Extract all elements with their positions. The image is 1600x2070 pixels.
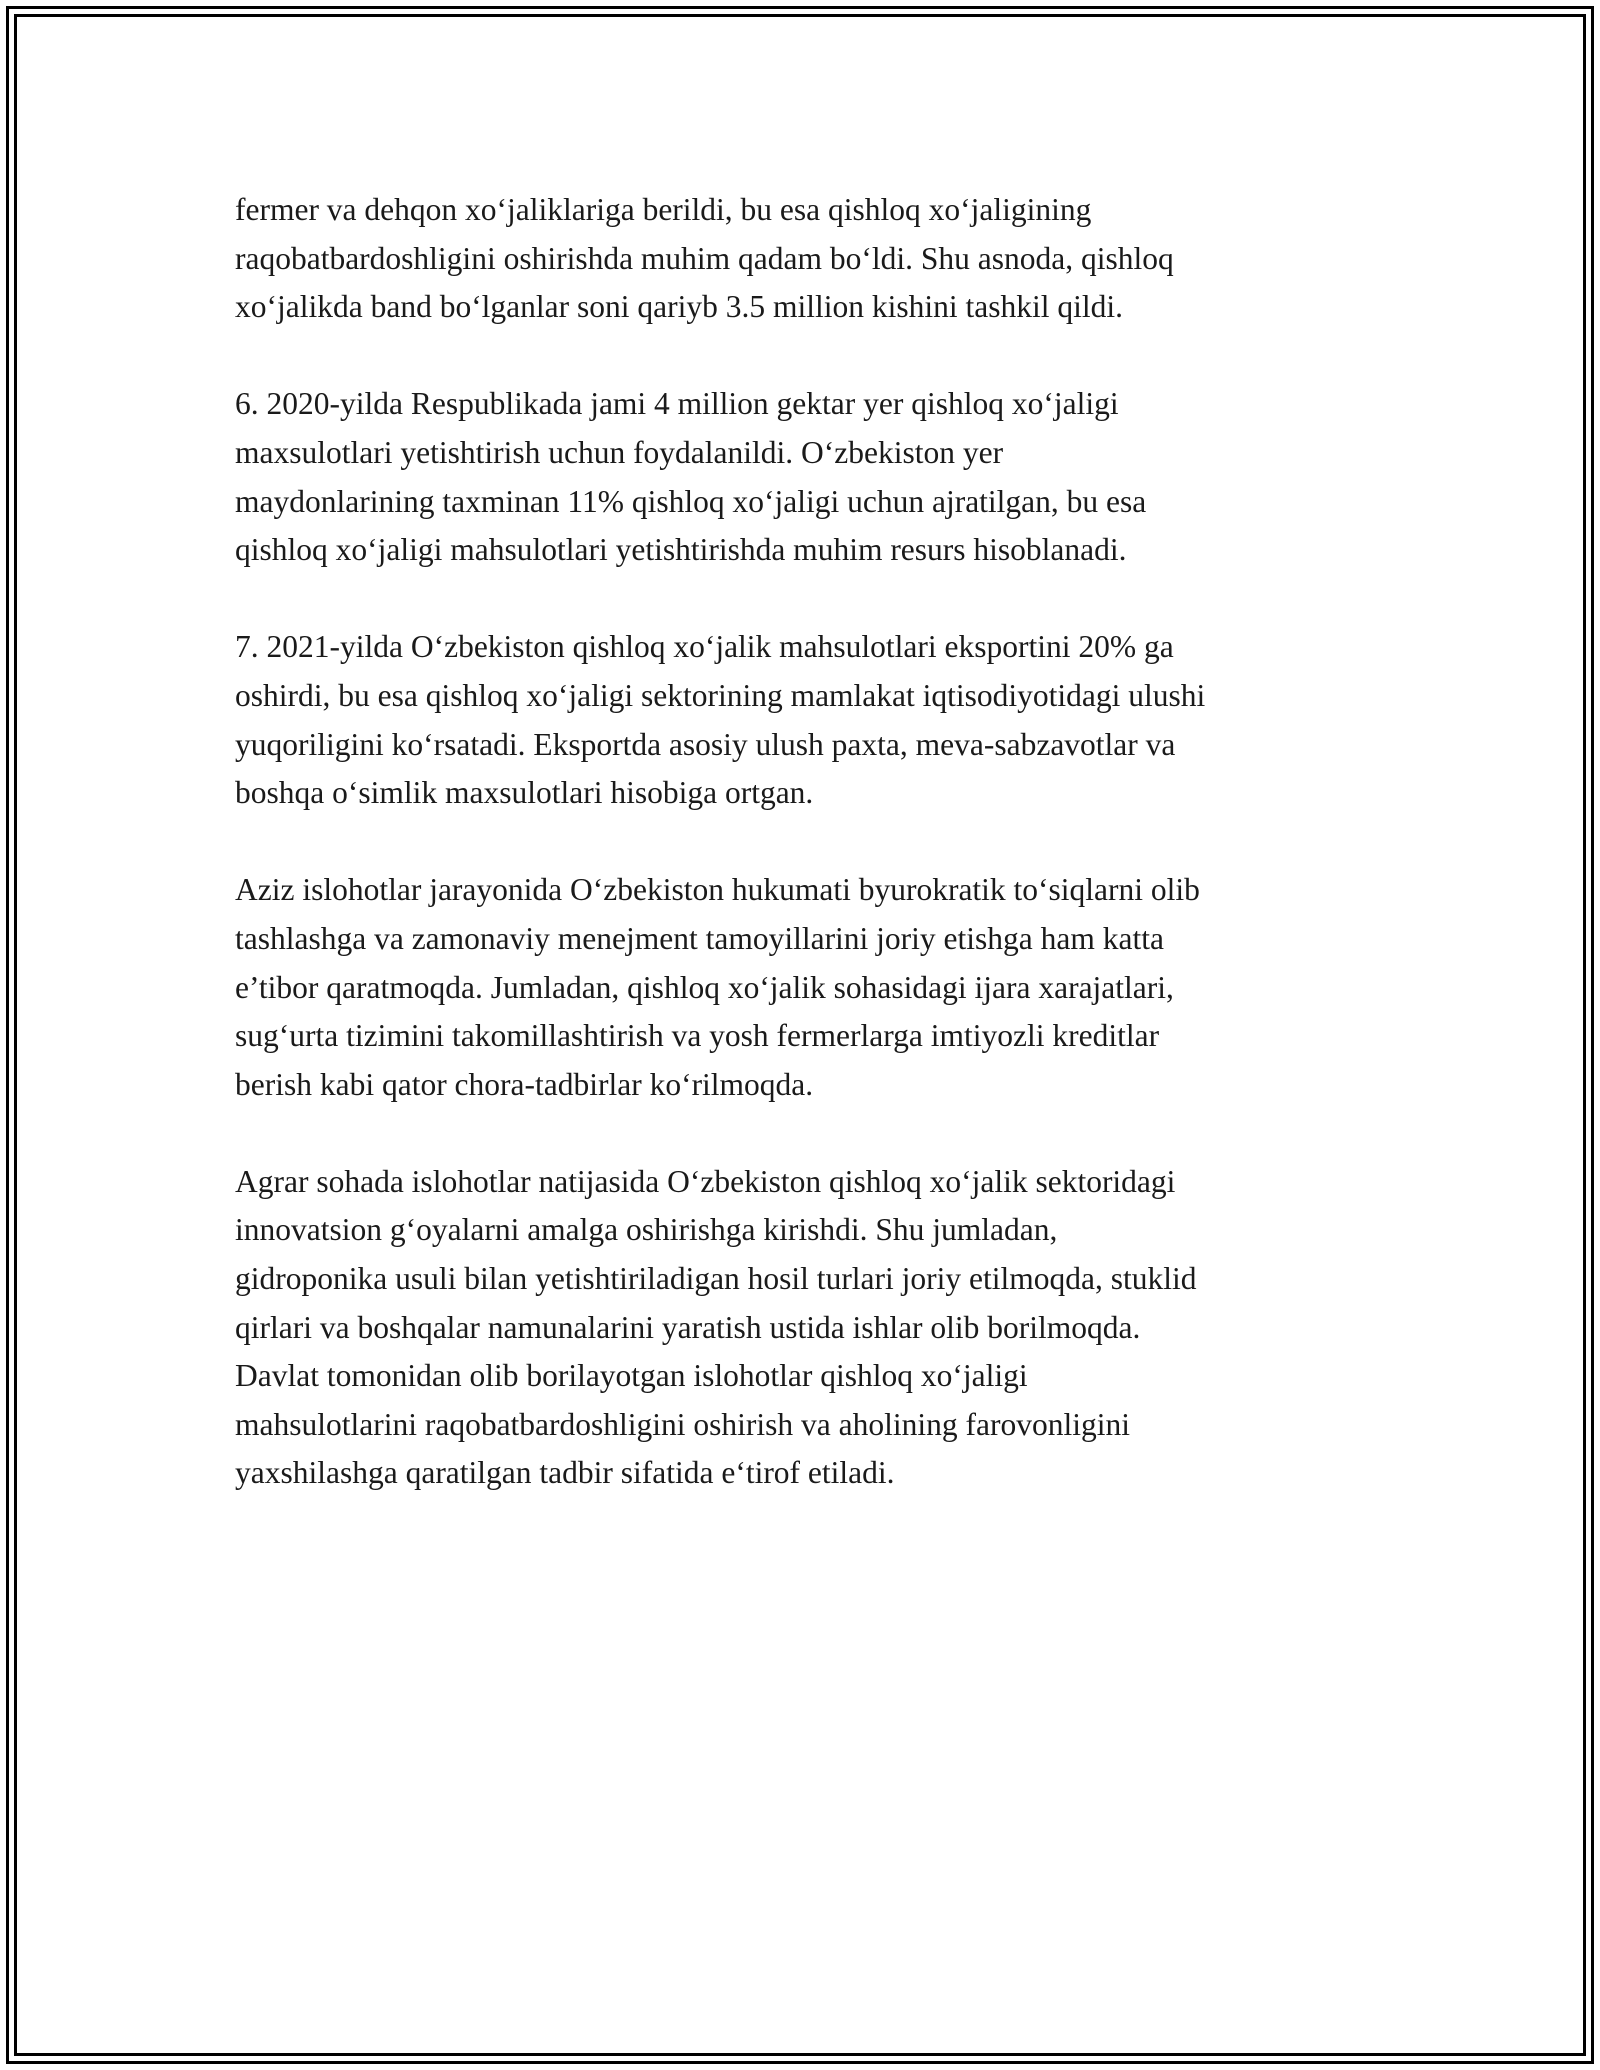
document-body — [235, 186, 1385, 1547]
text-line: qishloq xo‘jaligi mahsulotlari yetishtirishda muhim resurs hisoblanadi. — [235, 532, 1127, 568]
paragraph-5 — [235, 1158, 1385, 1498]
text-line: 7. 2021-yilda O‘zbekiston qishloq xo‘jalik mahsulotlari eksportini 20% ga — [235, 629, 1174, 665]
text-line: tashlashga va zamonaviy menejment tamoyillarini joriy etishga ham katta — [235, 920, 1164, 956]
text-line: raqobatbardoshligini oshirishda muhim qadam bo‘ldi. Shu asnoda, qishloq — [235, 240, 1174, 276]
text-line: e’tibor qaratmoqda. Jumladan, qishloq xo‘jalik sohasidagi ijara xarajatlari, — [235, 969, 1174, 1005]
text-line: xo‘jalikda band bo‘lganlar soni qariyb 3.5 million kishini tashkil qildi. — [235, 289, 1124, 325]
text-line: boshqa o‘simlik maxsulotlari hisobiga ortgan. — [235, 775, 814, 811]
text-line: maxsulotlari yetishtirish uchun foydalanildi. O‘zbekiston yer — [235, 434, 1004, 470]
text-line: Davlat tomonidan olib borilayotgan islohotlar qishloq xo‘jaligi — [235, 1358, 1028, 1394]
text-line: Agrar sohada islohotlar natijasida O‘zbekiston qishloq xo‘jalik sektoridagi — [235, 1163, 1176, 1199]
text-line: 6. 2020-yilda Respublikada jami 4 million gektar yer qishloq xo‘jaligi — [235, 386, 1119, 422]
text-line: innovatsion g‘oyalarni amalga oshirishga kirishdi. Shu jumladan, — [235, 1212, 1058, 1248]
text-line: maydonlarining taxminan 11% qishloq xo‘jaligi uchun ajratilgan, bu esa — [235, 483, 1147, 519]
text-line: berish kabi qator chora-tadbirlar ko‘rilmoqda. — [235, 1066, 814, 1102]
text-line: yaxshilashga qaratilgan tadbir sifatida e‘tirof etiladi. — [235, 1455, 895, 1491]
paragraph-4 — [235, 866, 1385, 1109]
text-line: yuqoriligini ko‘rsatadi. Eksportda asosiy ulush paxta, meva-sabzavotlar va — [235, 726, 1176, 762]
text-line: oshirdi, bu esa qishloq xo‘jaligi sektorining mamlakat iqtisodiyotidagi ulushi — [235, 677, 1206, 713]
paragraph-3 — [235, 623, 1385, 817]
text-line: fermer va dehqon xo‘jaliklariga berildi, bu esa qishloq xo‘jaligining — [235, 192, 1092, 227]
text-line: gidroponika usuli bilan yetishtiriladigan hosil turlari joriy etilmoqda, stuklid — [235, 1261, 1197, 1297]
text-line: mahsulotlarini raqobatbardoshligini oshirish va aholining farovonligini — [235, 1406, 1130, 1442]
paragraph-1 — [235, 186, 1385, 332]
text-line: qirlari va boshqalar namunalarini yaratish ustida ishlar olib borilmoqda. — [235, 1309, 1141, 1345]
paragraph-2 — [235, 380, 1385, 574]
text-line: sug‘urta tizimini takomillashtirish va yosh fermerlarga imtiyozli kreditlar — [235, 1018, 1160, 1054]
text-line: Aziz islohotlar jarayonida O‘zbekiston hukumati byurokratik to‘siqlarni olib — [235, 872, 1200, 908]
